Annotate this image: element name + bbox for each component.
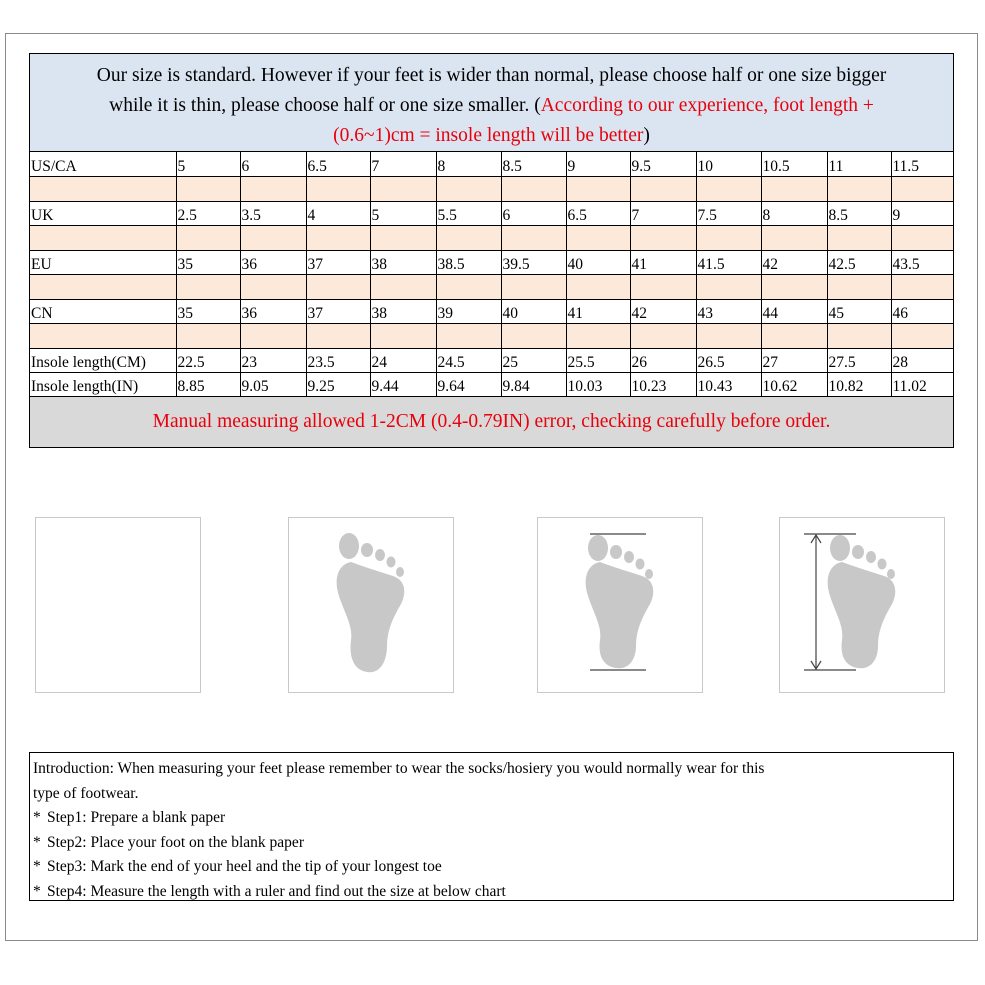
spacer-cell bbox=[30, 274, 176, 299]
size-cell: 8 bbox=[436, 152, 501, 176]
size-cell: 9.44 bbox=[370, 372, 436, 396]
size-row bbox=[30, 348, 953, 372]
row-label: US/CA bbox=[30, 152, 176, 176]
spacer-cell bbox=[436, 274, 501, 299]
size-cell: 6 bbox=[501, 201, 566, 225]
spacer-cell bbox=[696, 323, 761, 348]
spacer-cell bbox=[696, 176, 761, 201]
spacer-cell bbox=[176, 225, 240, 250]
spacer-cell bbox=[370, 176, 436, 201]
step-text: Step3: Mark the end of your heel and the tip of your longest toe bbox=[47, 858, 442, 875]
size-cell: 5.5 bbox=[436, 201, 501, 225]
spacer-cell bbox=[761, 323, 827, 348]
size-cell: 35 bbox=[176, 250, 240, 274]
size-row bbox=[30, 372, 953, 396]
size-cell: 10.03 bbox=[566, 372, 630, 396]
size-cell: 5 bbox=[370, 201, 436, 225]
size-cell: 26 bbox=[630, 348, 696, 372]
spacer-row bbox=[30, 323, 953, 348]
notice-line2-highlight: According to our experience, foot length + bbox=[540, 95, 874, 116]
size-cell: 38.5 bbox=[436, 250, 501, 274]
size-cell: 25.5 bbox=[566, 348, 630, 372]
spacer-cell bbox=[370, 323, 436, 348]
size-row bbox=[30, 299, 953, 323]
spacer-row bbox=[30, 225, 953, 250]
size-cell: 22.5 bbox=[176, 348, 240, 372]
size-cell: 6.5 bbox=[566, 201, 630, 225]
spacer-cell bbox=[891, 323, 953, 348]
spacer-cell bbox=[501, 225, 566, 250]
size-row bbox=[30, 201, 953, 225]
size-cell: 38 bbox=[370, 299, 436, 323]
size-cell: 11.5 bbox=[891, 152, 953, 176]
size-cell: 5 bbox=[176, 152, 240, 176]
size-cell: 42.5 bbox=[827, 250, 891, 274]
foot-marked-panel bbox=[537, 517, 703, 693]
spacer-cell bbox=[240, 176, 306, 201]
blank-paper-icon bbox=[36, 518, 200, 692]
blank-paper-panel bbox=[35, 517, 201, 693]
size-cell: 7 bbox=[630, 201, 696, 225]
notice-line2-text: while it is thin, please choose half or one size smaller. ( bbox=[109, 95, 541, 116]
size-cell: 8.85 bbox=[176, 372, 240, 396]
spacer-cell bbox=[30, 323, 176, 348]
measuring-warning: Manual measuring allowed 1-2CM (0.4-0.79IN) error, checking carefully before order. bbox=[30, 396, 953, 447]
size-cell: 27.5 bbox=[827, 348, 891, 372]
size-cell: 25 bbox=[501, 348, 566, 372]
size-cell: 23.5 bbox=[306, 348, 370, 372]
spacer-cell bbox=[176, 274, 240, 299]
row-label: UK bbox=[30, 201, 176, 225]
spacer-cell bbox=[240, 323, 306, 348]
notice-line1: Our size is standard. However if your feet is wider than normal, please choose half or one size bigger bbox=[96, 65, 887, 86]
notice-line3 bbox=[30, 121, 953, 151]
footprint-icon bbox=[289, 518, 453, 692]
spacer-cell bbox=[630, 176, 696, 201]
step-item bbox=[33, 855, 950, 880]
size-cell: 6.5 bbox=[306, 152, 370, 176]
spacer-cell bbox=[306, 274, 370, 299]
size-cell: 42 bbox=[761, 250, 827, 274]
spacer-cell bbox=[30, 225, 176, 250]
spacer-cell bbox=[891, 225, 953, 250]
spacer-cell bbox=[501, 323, 566, 348]
spacer-cell bbox=[761, 176, 827, 201]
size-cell: 7.5 bbox=[696, 201, 761, 225]
size-cell: 41.5 bbox=[696, 250, 761, 274]
spacer-cell bbox=[696, 274, 761, 299]
size-cell: 10.43 bbox=[696, 372, 761, 396]
spacer-cell bbox=[630, 225, 696, 250]
size-cell: 10.62 bbox=[761, 372, 827, 396]
size-cell: 46 bbox=[891, 299, 953, 323]
size-cell: 9.5 bbox=[630, 152, 696, 176]
size-chart bbox=[29, 53, 954, 448]
spacer-cell bbox=[566, 274, 630, 299]
size-cell: 7 bbox=[370, 152, 436, 176]
size-cell: 37 bbox=[306, 250, 370, 274]
size-row bbox=[30, 152, 953, 176]
spacer-cell bbox=[370, 274, 436, 299]
bullet: * bbox=[33, 833, 41, 851]
spacer-row bbox=[30, 274, 953, 299]
spacer-cell bbox=[306, 176, 370, 201]
size-cell: 27 bbox=[761, 348, 827, 372]
size-cell: 43 bbox=[696, 299, 761, 323]
footprint-measured-icon bbox=[780, 518, 944, 692]
spacer-cell bbox=[827, 274, 891, 299]
bullet: * bbox=[33, 858, 41, 875]
size-cell: 42 bbox=[630, 299, 696, 323]
footprint-marked-icon bbox=[538, 518, 702, 692]
spacer-cell bbox=[306, 323, 370, 348]
step-text: Step2: Place your foot on the blank paper bbox=[47, 833, 304, 851]
size-cell: 38 bbox=[370, 250, 436, 274]
foot-measured-panel bbox=[779, 517, 945, 693]
size-cell: 2.5 bbox=[176, 201, 240, 225]
spacer-cell bbox=[436, 225, 501, 250]
foot-on-paper-panel bbox=[288, 517, 454, 693]
step-text: Step4: Measure the length with a ruler and find out the size at below chart bbox=[47, 882, 506, 900]
size-cell: 9 bbox=[566, 152, 630, 176]
row-label: CN bbox=[30, 299, 176, 323]
spacer-cell bbox=[306, 225, 370, 250]
row-label: Insole length(CM) bbox=[30, 348, 176, 372]
bullet: * bbox=[33, 882, 41, 900]
spacer-cell bbox=[176, 176, 240, 201]
size-cell: 28 bbox=[891, 348, 953, 372]
size-cell: 23 bbox=[240, 348, 306, 372]
spacer-cell bbox=[761, 225, 827, 250]
size-row bbox=[30, 250, 953, 274]
size-cell: 44 bbox=[761, 299, 827, 323]
spacer-cell bbox=[891, 176, 953, 201]
step-item bbox=[33, 806, 950, 831]
spacer-cell bbox=[827, 323, 891, 348]
size-cell: 36 bbox=[240, 250, 306, 274]
size-cell: 40 bbox=[566, 250, 630, 274]
spacer-cell bbox=[891, 274, 953, 299]
spacer-cell bbox=[827, 225, 891, 250]
spacer-cell bbox=[501, 274, 566, 299]
size-cell: 24 bbox=[370, 348, 436, 372]
size-cell: 8.5 bbox=[501, 152, 566, 176]
spacer-cell bbox=[566, 225, 630, 250]
spacer-cell bbox=[827, 176, 891, 201]
notice-line3-highlight: (0.6~1)cm = insole length will be better bbox=[333, 125, 644, 146]
size-cell: 39 bbox=[436, 299, 501, 323]
intro-line1: Introduction: When measuring your feet please remember to wear the socks/hosiery you would normally wear for this bbox=[33, 760, 765, 777]
size-cell: 36 bbox=[240, 299, 306, 323]
size-cell: 3.5 bbox=[240, 201, 306, 225]
size-cell: 35 bbox=[176, 299, 240, 323]
size-cell: 9.05 bbox=[240, 372, 306, 396]
row-label: EU bbox=[30, 250, 176, 274]
size-cell: 41 bbox=[630, 250, 696, 274]
size-cell: 8.5 bbox=[827, 201, 891, 225]
size-cell: 10.23 bbox=[630, 372, 696, 396]
intro-line2: type of footwear. bbox=[33, 784, 139, 802]
size-cell: 9 bbox=[891, 201, 953, 225]
spacer-cell bbox=[240, 225, 306, 250]
spacer-cell bbox=[630, 274, 696, 299]
notice-line3-text: ) bbox=[643, 125, 650, 146]
size-cell: 9.64 bbox=[436, 372, 501, 396]
size-cell: 8 bbox=[761, 201, 827, 225]
spacer-cell bbox=[566, 176, 630, 201]
size-cell: 9.25 bbox=[306, 372, 370, 396]
size-cell: 37 bbox=[306, 299, 370, 323]
step-text: Step1: Prepare a blank paper bbox=[47, 809, 226, 826]
size-cell: 11.02 bbox=[891, 372, 953, 396]
measuring-instructions bbox=[29, 752, 954, 901]
size-cell: 41 bbox=[566, 299, 630, 323]
spacer-row bbox=[30, 176, 953, 201]
step-item bbox=[33, 831, 950, 856]
step-item bbox=[33, 880, 950, 905]
spacer-cell bbox=[696, 225, 761, 250]
size-cell: 10.5 bbox=[761, 152, 827, 176]
size-cell: 4 bbox=[306, 201, 370, 225]
spacer-cell bbox=[436, 323, 501, 348]
size-cell: 10 bbox=[696, 152, 761, 176]
spacer-cell bbox=[176, 323, 240, 348]
row-label: Insole length(IN) bbox=[30, 372, 176, 396]
size-cell: 6 bbox=[240, 152, 306, 176]
spacer-cell bbox=[761, 274, 827, 299]
size-cell: 24.5 bbox=[436, 348, 501, 372]
size-cell: 11 bbox=[827, 152, 891, 176]
size-cell: 43.5 bbox=[891, 250, 953, 274]
size-cell: 10.82 bbox=[827, 372, 891, 396]
size-notice bbox=[30, 54, 953, 152]
spacer-cell bbox=[566, 323, 630, 348]
size-cell: 9.84 bbox=[501, 372, 566, 396]
spacer-cell bbox=[436, 176, 501, 201]
spacer-cell bbox=[30, 176, 176, 201]
spacer-cell bbox=[370, 225, 436, 250]
notice-line2 bbox=[30, 91, 953, 121]
size-cell: 39.5 bbox=[501, 250, 566, 274]
size-cell: 40 bbox=[501, 299, 566, 323]
spacer-cell bbox=[240, 274, 306, 299]
size-cell: 45 bbox=[827, 299, 891, 323]
spacer-cell bbox=[501, 176, 566, 201]
size-cell: 26.5 bbox=[696, 348, 761, 372]
spacer-cell bbox=[630, 323, 696, 348]
bullet: * bbox=[33, 809, 41, 826]
size-table bbox=[30, 152, 953, 396]
